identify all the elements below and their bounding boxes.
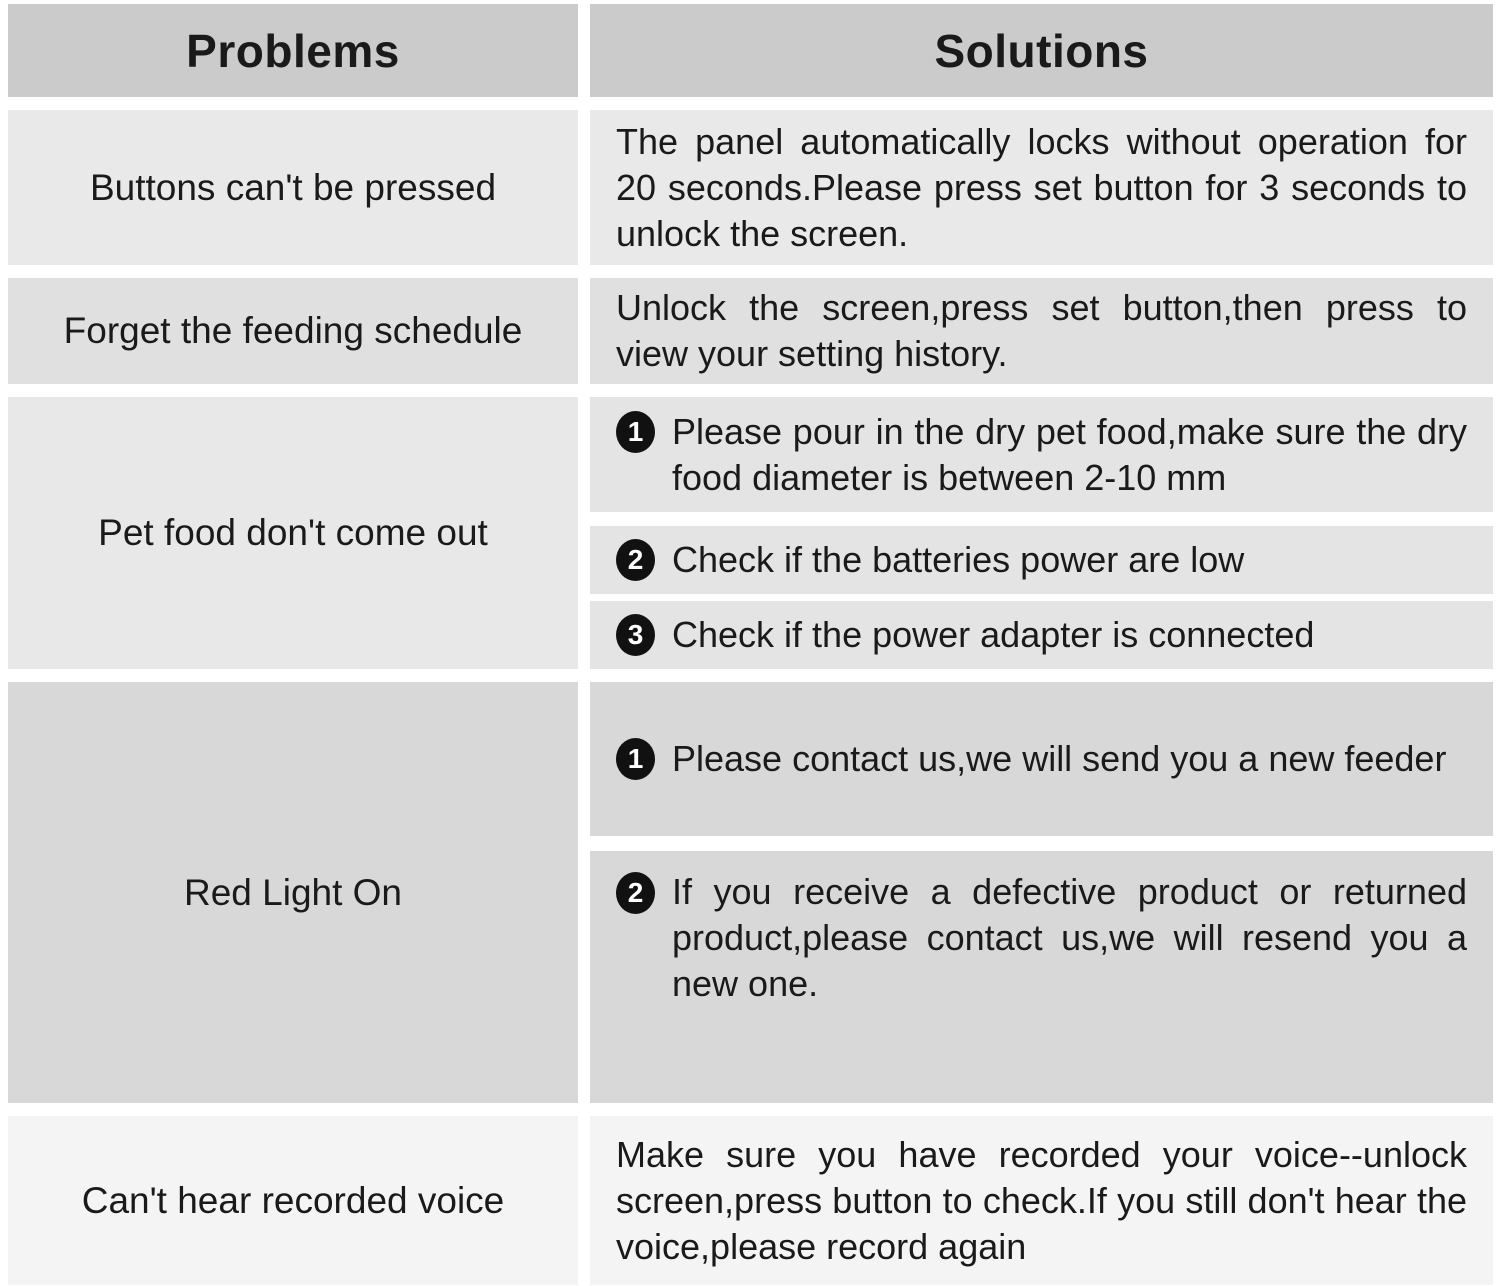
problem-label: Can't hear recorded voice bbox=[81, 1179, 505, 1221]
solution-step-text: Check if the power adapter is connected bbox=[672, 614, 1315, 655]
problem-cell-no-voice bbox=[8, 1116, 578, 1285]
solution-step-1 bbox=[590, 682, 1493, 836]
solution-cell-no-food bbox=[590, 397, 1493, 669]
problem-cell-buttons-locked bbox=[8, 110, 578, 265]
problem-label: Buttons can't be pressed bbox=[89, 166, 497, 208]
solution-step-text: Check if the batteries power are low bbox=[672, 539, 1245, 580]
solution-text: Make sure you have recorded your voice--unlock screen,press button to check.If you still don't hear the voice,please record again bbox=[616, 1133, 1467, 1267]
solution-step-3 bbox=[590, 601, 1493, 669]
solution-cell-buttons-locked bbox=[590, 110, 1493, 265]
problem-label: Pet food don't come out bbox=[98, 512, 488, 553]
solutions-header-cell bbox=[590, 4, 1493, 97]
problem-cell-forget-schedule bbox=[8, 278, 578, 384]
problem-cell-no-food bbox=[8, 397, 578, 669]
problem-cell-red-light bbox=[8, 682, 578, 1103]
solution-step-text: Please pour in the dry pet food,make sure the dry food diameter is between 2-10 mm bbox=[672, 411, 1467, 498]
solution-text: Unlock the screen,press set button,then press to view your setting history. bbox=[616, 287, 1467, 374]
number-1-circle-icon: 1 bbox=[616, 738, 655, 780]
problem-label: Red Light On bbox=[183, 871, 403, 913]
solution-step-1 bbox=[590, 397, 1493, 512]
solution-cell-no-voice bbox=[590, 1116, 1493, 1285]
number-1-circle-icon: 1 bbox=[616, 411, 655, 453]
number-2-circle-icon: 2 bbox=[616, 539, 655, 581]
number-3-circle-icon: 3 bbox=[616, 614, 655, 656]
solution-text: The panel automatically locks without operation for 20 seconds.Please press set button for 3 seconds to unlock the screen. bbox=[616, 120, 1467, 254]
solution-step-text: If you receive a defective product or returned product,please contact us,we will resend you a new one. bbox=[672, 871, 1467, 1004]
problems-header-cell bbox=[8, 4, 578, 97]
solution-step-2 bbox=[590, 526, 1493, 594]
problem-label: Forget the feeding schedule bbox=[63, 310, 523, 351]
number-2-circle-icon: 2 bbox=[616, 872, 655, 914]
solution-cell-red-light bbox=[590, 682, 1493, 1103]
solution-cell-forget-schedule bbox=[590, 278, 1493, 384]
problems-header-label: Problems bbox=[186, 24, 400, 77]
solution-step-2 bbox=[590, 851, 1493, 1103]
solution-step-text: Please contact us,we will send you a new feeder bbox=[672, 738, 1447, 779]
solutions-header-label: Solutions bbox=[934, 24, 1149, 77]
